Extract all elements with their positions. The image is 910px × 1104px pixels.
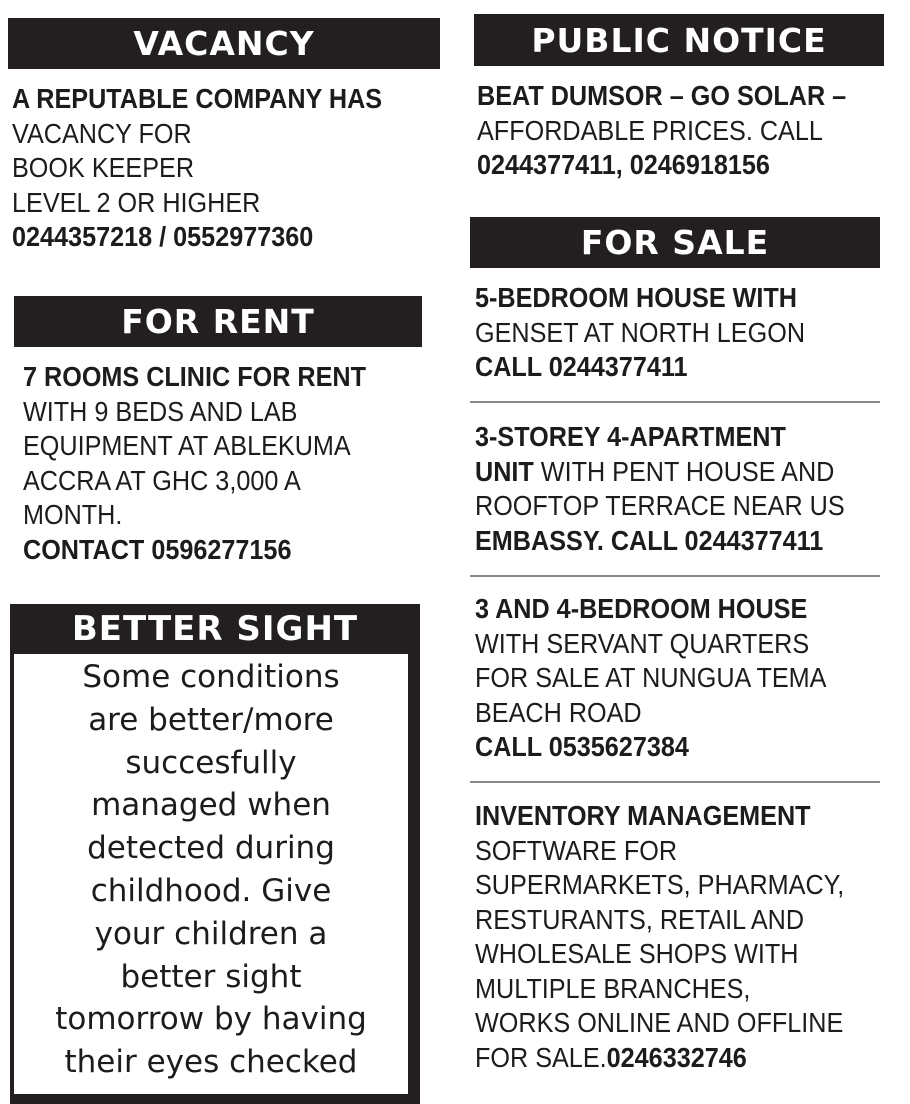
ad-text: SUPERMARKETS, PHARMACY, [475,869,845,900]
ad-text: UNIT [475,455,534,487]
ad-text: FOR SALE. [475,1041,607,1073]
ad-text: 5-BEDROOM HOUSE WITH [475,282,798,313]
ad-line: A REPUTABLE COMPANY HAS [12,83,383,114]
ad-text: ROOFTOP TERRACE NEAR US [475,490,845,521]
ad-line [475,489,845,524]
ad-text: CALL 0535627384 [475,731,689,762]
vacancy-heading: VACANCY [8,18,440,69]
sight-line: Some conditions [82,659,340,695]
ad-text: RESTURANTS, RETAIL AND [475,903,805,935]
ad-line [475,696,826,731]
divider [470,401,880,403]
ad-line: 0244377411, 0246918156 [477,149,770,180]
public-notice-heading: PUBLIC NOTICE [474,14,884,66]
for-sale-ad [475,799,844,1075]
ad-text: 3-STOREY 4-APARTMENT [475,421,786,452]
ad-line: MONTH. [23,499,123,530]
sight-line: better sight [120,958,302,995]
sight-line: your children a [94,915,328,952]
ad-text: INVENTORY MANAGEMENT [475,800,811,831]
sight-line: managed when [91,787,331,824]
ad-text: WORKS ONLINE AND OFFLINE [475,1007,844,1038]
sight-line: detected during [87,830,335,867]
sight-line: tomorrow by having [55,1001,367,1038]
ad-line [475,420,845,455]
ad-line [475,972,844,1007]
ad-line: BOOK KEEPER [12,152,195,183]
ad-text: BEACH ROAD [475,696,642,728]
ad-line: 7 ROOMS CLINIC FOR RENT [23,361,367,392]
ad-line [475,937,844,972]
ad-line: LEVEL 2 OR HIGHER [12,186,261,218]
ad-line [475,316,805,351]
ad-line: BEAT DUMSOR – GO SOLAR – [477,80,847,111]
ad-line [475,661,826,696]
ad-line [475,799,844,834]
sight-line: their eyes checked [64,1044,358,1081]
ad-line [475,903,844,938]
for-sale-ad [475,281,805,385]
ad-text: WITH SERVANT QUARTERS [475,627,810,659]
ad-line [475,350,805,385]
for-sale-ad [475,420,845,558]
ad-line: VACANCY FOR [12,117,192,149]
for-sale-heading: FOR SALE [470,217,880,268]
ad-line [475,1041,844,1076]
ad-line: WITH 9 BEDS AND LAB [23,395,298,427]
ad-line [475,627,826,662]
ad-line [475,281,805,316]
ad-line [475,524,845,559]
ad-text: FOR SALE AT NUNGUA TEMA [475,662,827,693]
ad-line: 0244357218 / 0552977360 [12,221,314,252]
sight-line: childhood. Give [90,872,332,909]
ad-text: 3 AND 4-BEDROOM HOUSE [475,593,808,624]
ad-text: WITH PENT HOUSE AND [533,455,835,487]
ad-line: AFFORDABLE PRICES. CALL [477,114,823,146]
divider [470,781,880,783]
divider [470,575,880,577]
ad-line: ACCRA AT GHC 3,000 A [23,464,301,496]
ad-line: EQUIPMENT AT ABLEKUMA [23,430,351,461]
ad-text: WHOLESALE SHOPS WITH [475,938,799,969]
public-notice-ad [477,79,846,183]
ad-text: CALL 0244377411 [475,351,688,382]
ad-text: MULTIPLE BRANCHES, [475,972,751,1004]
better-sight-text [14,656,408,1084]
sight-line: are better/more [88,701,334,738]
ad-line [475,455,845,490]
for-rent-heading: FOR RENT [14,296,422,347]
vacancy-ad [12,82,382,255]
ad-line [475,592,826,627]
ad-line [475,868,844,903]
ad-line: CONTACT 0596277156 [23,533,292,565]
ad-text: GENSET AT NORTH LEGON [475,316,806,348]
for-rent-ad [23,360,366,567]
ad-line [475,834,844,869]
ad-text: 0246332746 [606,1041,747,1073]
ad-text: EMBASSY. CALL 0244377411 [475,524,824,556]
better-sight-heading: BETTER SIGHT [10,604,420,654]
ad-line [475,1006,844,1041]
ad-text: SOFTWARE FOR [475,834,678,866]
for-sale-ad [475,592,826,765]
sight-line: succesfully [125,744,297,781]
ad-line [475,730,826,765]
